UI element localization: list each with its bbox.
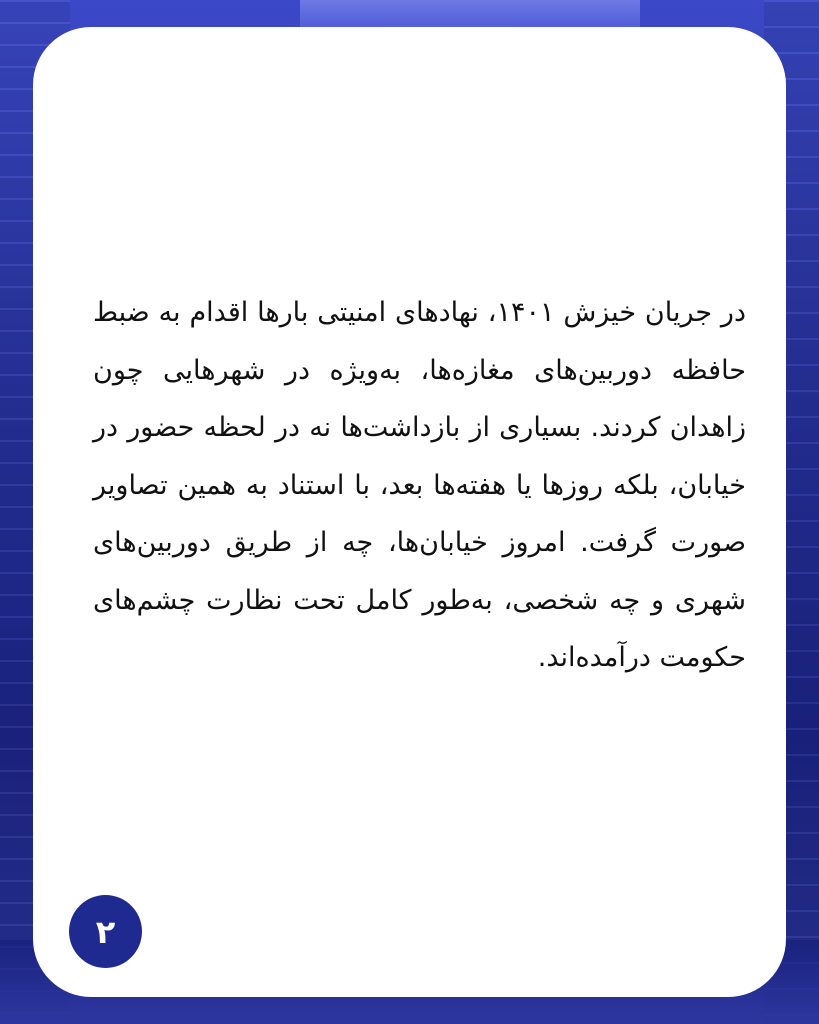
content-card — [33, 27, 786, 997]
background-sky — [300, 0, 640, 30]
body-paragraph: در جریان خیزش ۱۴۰۱، نهادهای امنیتی بارها اقدام به ضبط حافظه دوربین‌های مغازه‌ها، به‌ویژه در شهرهایی چون زاهدان کردند. بسیاری از بازداشت‌ها نه در لحظه حضور در خیابان، بلکه روزها یا هفته‌ها بعد، با استناد به همین تصاویر صورت گرفت. امروز خیابان‌ها، چه از طریق دوربین‌های شهری و چه شخصی، به‌طور کامل تحت نظارت چشم‌های حکومت درآمده‌اند. — [93, 297, 746, 673]
page-number-badge: ۲ — [69, 895, 142, 968]
